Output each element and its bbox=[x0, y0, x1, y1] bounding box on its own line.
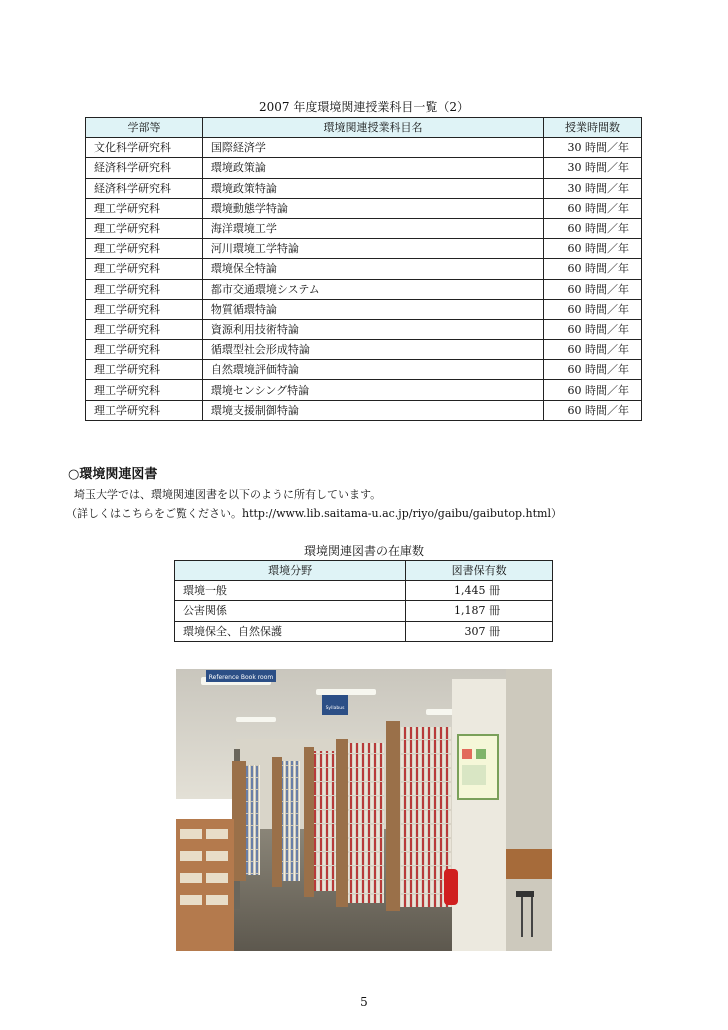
books-table bbox=[174, 560, 553, 642]
col-header-faculty: 学部等 bbox=[86, 118, 203, 138]
cell-faculty: 経済科学研究科 bbox=[86, 158, 203, 178]
table-row bbox=[86, 360, 642, 380]
table-row bbox=[86, 319, 642, 339]
cell-course: 環境支援制御特論 bbox=[202, 400, 543, 420]
cell-course: 循環型社会形成特論 bbox=[202, 340, 543, 360]
col-header-field: 環境分野 bbox=[175, 561, 406, 581]
books-table-title: 環境関連図書の在庫数 bbox=[303, 544, 424, 558]
cell-hours: 30 時間／年 bbox=[544, 138, 642, 158]
cell-faculty: 文化科学研究科 bbox=[86, 138, 203, 158]
cell-hours: 60 時間／年 bbox=[544, 360, 642, 380]
cell-hours: 60 時間／年 bbox=[544, 380, 642, 400]
table-row bbox=[175, 621, 553, 641]
table-row bbox=[86, 400, 642, 420]
cell-faculty: 理工学研究科 bbox=[86, 239, 203, 259]
cell-count: 307 冊 bbox=[406, 621, 553, 641]
cell-faculty: 経済科学研究科 bbox=[86, 178, 203, 198]
sign-syllabus-text: Syllabus bbox=[325, 706, 345, 711]
sign-reference-room-text: Reference Book room bbox=[208, 674, 274, 681]
cell-hours: 60 時間／年 bbox=[544, 218, 642, 238]
shelf-4 bbox=[336, 739, 348, 907]
cell-faculty: 理工学研究科 bbox=[86, 319, 203, 339]
cell-hours: 60 時間／年 bbox=[544, 299, 642, 319]
table-row bbox=[86, 259, 642, 279]
col-header-course: 環境関連授業科目名 bbox=[202, 118, 543, 138]
section-paragraph: 埼玉大学では、環境関連図書を以下のように所有しています。 bbox=[74, 488, 382, 501]
library-photo bbox=[176, 669, 552, 951]
cell-hours: 60 時間／年 bbox=[544, 400, 642, 420]
cell-course: 河川環境工学特論 bbox=[202, 239, 543, 259]
cell-course: 都市交通環境システム bbox=[202, 279, 543, 299]
cell-hours: 60 時間／年 bbox=[544, 239, 642, 259]
sign-syllabus bbox=[322, 695, 348, 715]
desk bbox=[506, 849, 552, 879]
shelf-3 bbox=[304, 747, 314, 897]
col-header-hours: 授業時間数 bbox=[544, 118, 642, 138]
cell-count: 1,445 冊 bbox=[406, 581, 553, 601]
cell-hours: 60 時間／年 bbox=[544, 198, 642, 218]
table-row bbox=[86, 239, 642, 259]
table-row bbox=[175, 601, 553, 621]
pillar bbox=[452, 679, 506, 951]
shelf-2 bbox=[272, 757, 282, 887]
table-row bbox=[86, 138, 642, 158]
cell-faculty: 理工学研究科 bbox=[86, 279, 203, 299]
cell-course: 国際経済学 bbox=[202, 138, 543, 158]
table-row bbox=[86, 178, 642, 198]
cell-course: 環境保全特論 bbox=[202, 259, 543, 279]
cell-course: 環境政策特論 bbox=[202, 178, 543, 198]
cell-course: 資源利用技術特論 bbox=[202, 319, 543, 339]
cell-field: 公害関係 bbox=[175, 601, 406, 621]
cell-faculty: 理工学研究科 bbox=[86, 198, 203, 218]
cell-faculty: 理工学研究科 bbox=[86, 299, 203, 319]
section-link-note[interactable]: （詳しくはこちらをご覧ください。http://www.lib.saitama-u.ac.jp/riyo/gaibu/gaibutop.html） bbox=[66, 507, 563, 520]
cell-faculty: 理工学研究科 bbox=[86, 218, 203, 238]
cell-hours: 30 時間／年 bbox=[544, 158, 642, 178]
cell-course: 環境政策論 bbox=[202, 158, 543, 178]
table-row bbox=[86, 279, 642, 299]
shelf-5 bbox=[386, 721, 400, 911]
cell-course: 環境センシング特論 bbox=[202, 380, 543, 400]
cell-faculty: 理工学研究科 bbox=[86, 259, 203, 279]
cell-course: 海洋環境工学 bbox=[202, 218, 543, 238]
cell-hours: 60 時間／年 bbox=[544, 340, 642, 360]
cell-hours: 60 時間／年 bbox=[544, 279, 642, 299]
courses-table-header-row bbox=[86, 118, 642, 138]
cell-course: 物質循環特論 bbox=[202, 299, 543, 319]
table-row bbox=[86, 158, 642, 178]
cell-field: 環境保全、自然保護 bbox=[175, 621, 406, 641]
cell-faculty: 理工学研究科 bbox=[86, 400, 203, 420]
cell-hours: 60 時間／年 bbox=[544, 259, 642, 279]
table-row bbox=[175, 581, 553, 601]
cell-course: 環境動態学特論 bbox=[202, 198, 543, 218]
cell-hours: 30 時間／年 bbox=[544, 178, 642, 198]
cell-faculty: 理工学研究科 bbox=[86, 360, 203, 380]
cell-faculty: 理工学研究科 bbox=[86, 380, 203, 400]
col-header-count: 図書保有数 bbox=[406, 561, 553, 581]
table-row bbox=[86, 218, 642, 238]
courses-table bbox=[85, 117, 642, 421]
table-row bbox=[86, 198, 642, 218]
page-number: 5 bbox=[360, 995, 368, 1009]
cell-course: 自然環境評価特論 bbox=[202, 360, 543, 380]
cell-count: 1,187 冊 bbox=[406, 601, 553, 621]
cell-hours: 60 時間／年 bbox=[544, 319, 642, 339]
cell-faculty: 理工学研究科 bbox=[86, 340, 203, 360]
cell-field: 環境一般 bbox=[175, 581, 406, 601]
table-row bbox=[86, 380, 642, 400]
shelf-1 bbox=[232, 761, 246, 881]
courses-table-title: 2007 年度環境関連授業科目一覧（2） bbox=[259, 100, 469, 114]
table-row bbox=[86, 299, 642, 319]
books-table-header-row bbox=[175, 561, 553, 581]
fire-extinguisher bbox=[444, 869, 458, 905]
table-row bbox=[86, 340, 642, 360]
section-heading: ○環境関連図書 bbox=[68, 467, 158, 482]
